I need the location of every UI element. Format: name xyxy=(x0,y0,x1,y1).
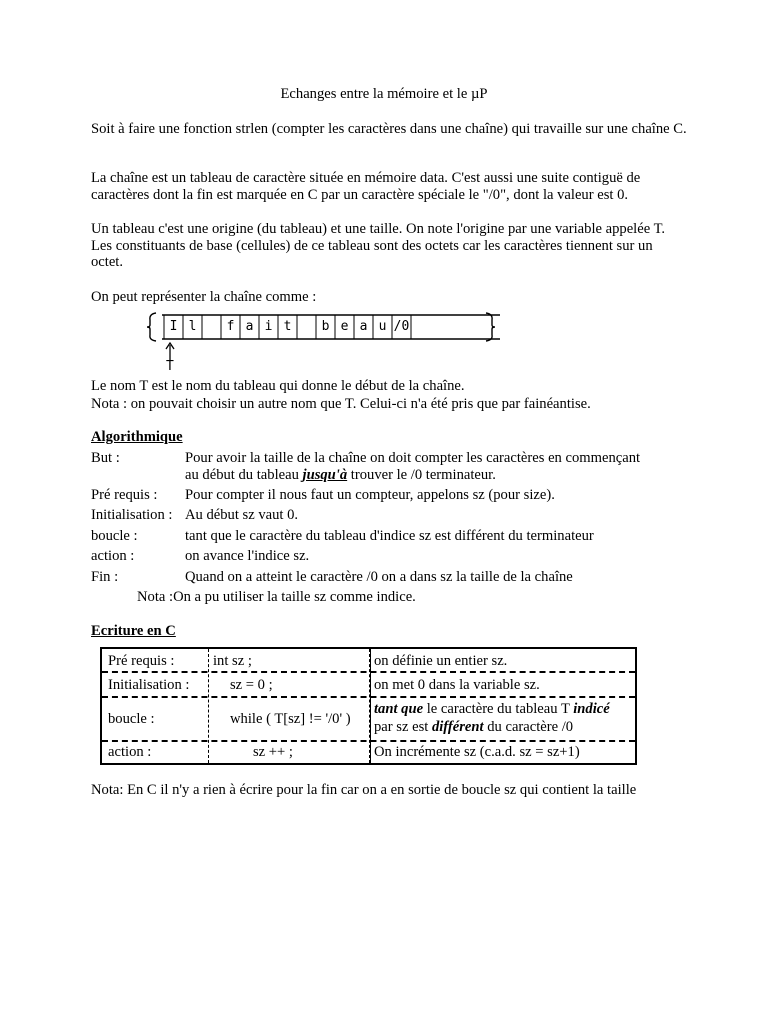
ecriture-heading: Ecriture en C xyxy=(91,623,176,639)
boucle-text: tant que le caractère du tableau d'indice sz est différent du terminateur xyxy=(185,528,594,544)
but-text-1: Pour avoir la taille de la chaîne on doit compter les caractères en commençant xyxy=(185,450,641,466)
row-prereq-code: int sz ; xyxy=(213,653,252,669)
but-text-2: au début du tableau jusqu'à trouver le /0 terminateur. xyxy=(185,467,496,483)
string-diagram xyxy=(162,314,500,340)
string-cell: e xyxy=(340,319,349,334)
name-explanation: Le nom T est le nom du tableau qui donne le début de la chaîne. xyxy=(91,378,465,394)
row-init-label: Initialisation : xyxy=(108,677,190,693)
prereq-text: Pour compter il nous faut un compteur, appelons sz (pour size). xyxy=(185,487,555,503)
nota-laziness: Nota : on pouvait choisir un autre nom que T. Celui-ci n'a été pris que par fainéantise. xyxy=(91,396,591,412)
left-brace xyxy=(146,312,160,347)
init-text: Au début sz vaut 0. xyxy=(185,507,299,523)
prereq-label: Pré requis : xyxy=(91,487,158,503)
string-cell: /0 xyxy=(393,319,410,334)
string-cell: b xyxy=(321,319,330,334)
row-boucle-comment: tant que le caractère du tableau T indicé xyxy=(374,701,610,717)
algorithmique-heading: Algorithmique xyxy=(91,429,183,445)
string-cell: l xyxy=(188,319,197,334)
fin-label: Fin : xyxy=(91,569,119,585)
row-prereq-label: Pré requis : xyxy=(108,653,175,669)
string-cell: i xyxy=(264,319,273,334)
pointer-label: T xyxy=(166,359,174,374)
c-code-table xyxy=(100,647,637,765)
string-cell: a xyxy=(245,319,254,334)
row-action-code: sz ++ ; xyxy=(253,744,293,760)
representation-intro: On peut représenter la chaîne comme : xyxy=(91,289,317,305)
algo-nota: Nota :On a pu utiliser la taille sz comme indice. xyxy=(137,589,416,605)
row-boucle-code: while ( T[sz] != '/0' ) xyxy=(230,711,351,727)
init-label: Initialisation : xyxy=(91,507,173,523)
fin-text: Quand on a atteint le caractère /0 on a dans sz la taille de la chaîne xyxy=(185,569,573,585)
row-boucle-comment-2: par sz est différent du caractère /0 xyxy=(374,719,574,735)
string-cell xyxy=(297,316,316,338)
array-definition-paragraph: Un tableau c'est une origine (du tableau) et une taille. On note l'origine par une variable appelée T. Les constituants de base (cellules) de ce tableau sont des octets car les caractères tiennent sur un octet. xyxy=(91,221,666,271)
row-action-label: action : xyxy=(108,744,152,760)
string-cell: f xyxy=(226,319,235,334)
page-title: Echanges entre la mémoire et le µP xyxy=(280,86,488,102)
string-cell: I xyxy=(169,319,178,334)
row-init-comment: on met 0 dans la variable sz. xyxy=(374,677,540,693)
intro-paragraph: Soit à faire une fonction strlen (compter les caractères dans une chaîne) qui travaille sur une chaîne C. xyxy=(91,121,687,137)
string-cell: a xyxy=(359,319,368,334)
string-cell: t xyxy=(283,319,292,334)
string-cell xyxy=(202,316,221,338)
row-init-code: sz = 0 ; xyxy=(230,677,273,693)
string-cell: u xyxy=(378,319,387,334)
row-prereq-comment: on définie un entier sz. xyxy=(374,653,508,669)
boucle-label: boucle : xyxy=(91,528,138,544)
row-boucle-label: boucle : xyxy=(108,711,155,727)
row-action-comment: On incrémente sz (c.a.d. sz = sz+1) xyxy=(374,744,580,760)
action-text: on avance l'indice sz. xyxy=(185,548,310,564)
action-label: action : xyxy=(91,548,135,564)
but-label: But : xyxy=(91,450,120,466)
right-brace xyxy=(482,312,496,347)
final-nota: Nota: En C il n'y a rien à écrire pour la fin car on a en sortie de boucle sz qui contient la taille xyxy=(91,782,637,798)
chain-definition-paragraph: La chaîne est un tableau de caractère située en mémoire data. C'est aussi une suite contiguë de caractères dont la fin est marquée en C par un caractère spéciale le "/0", dont la valeur est 0. xyxy=(91,170,641,203)
